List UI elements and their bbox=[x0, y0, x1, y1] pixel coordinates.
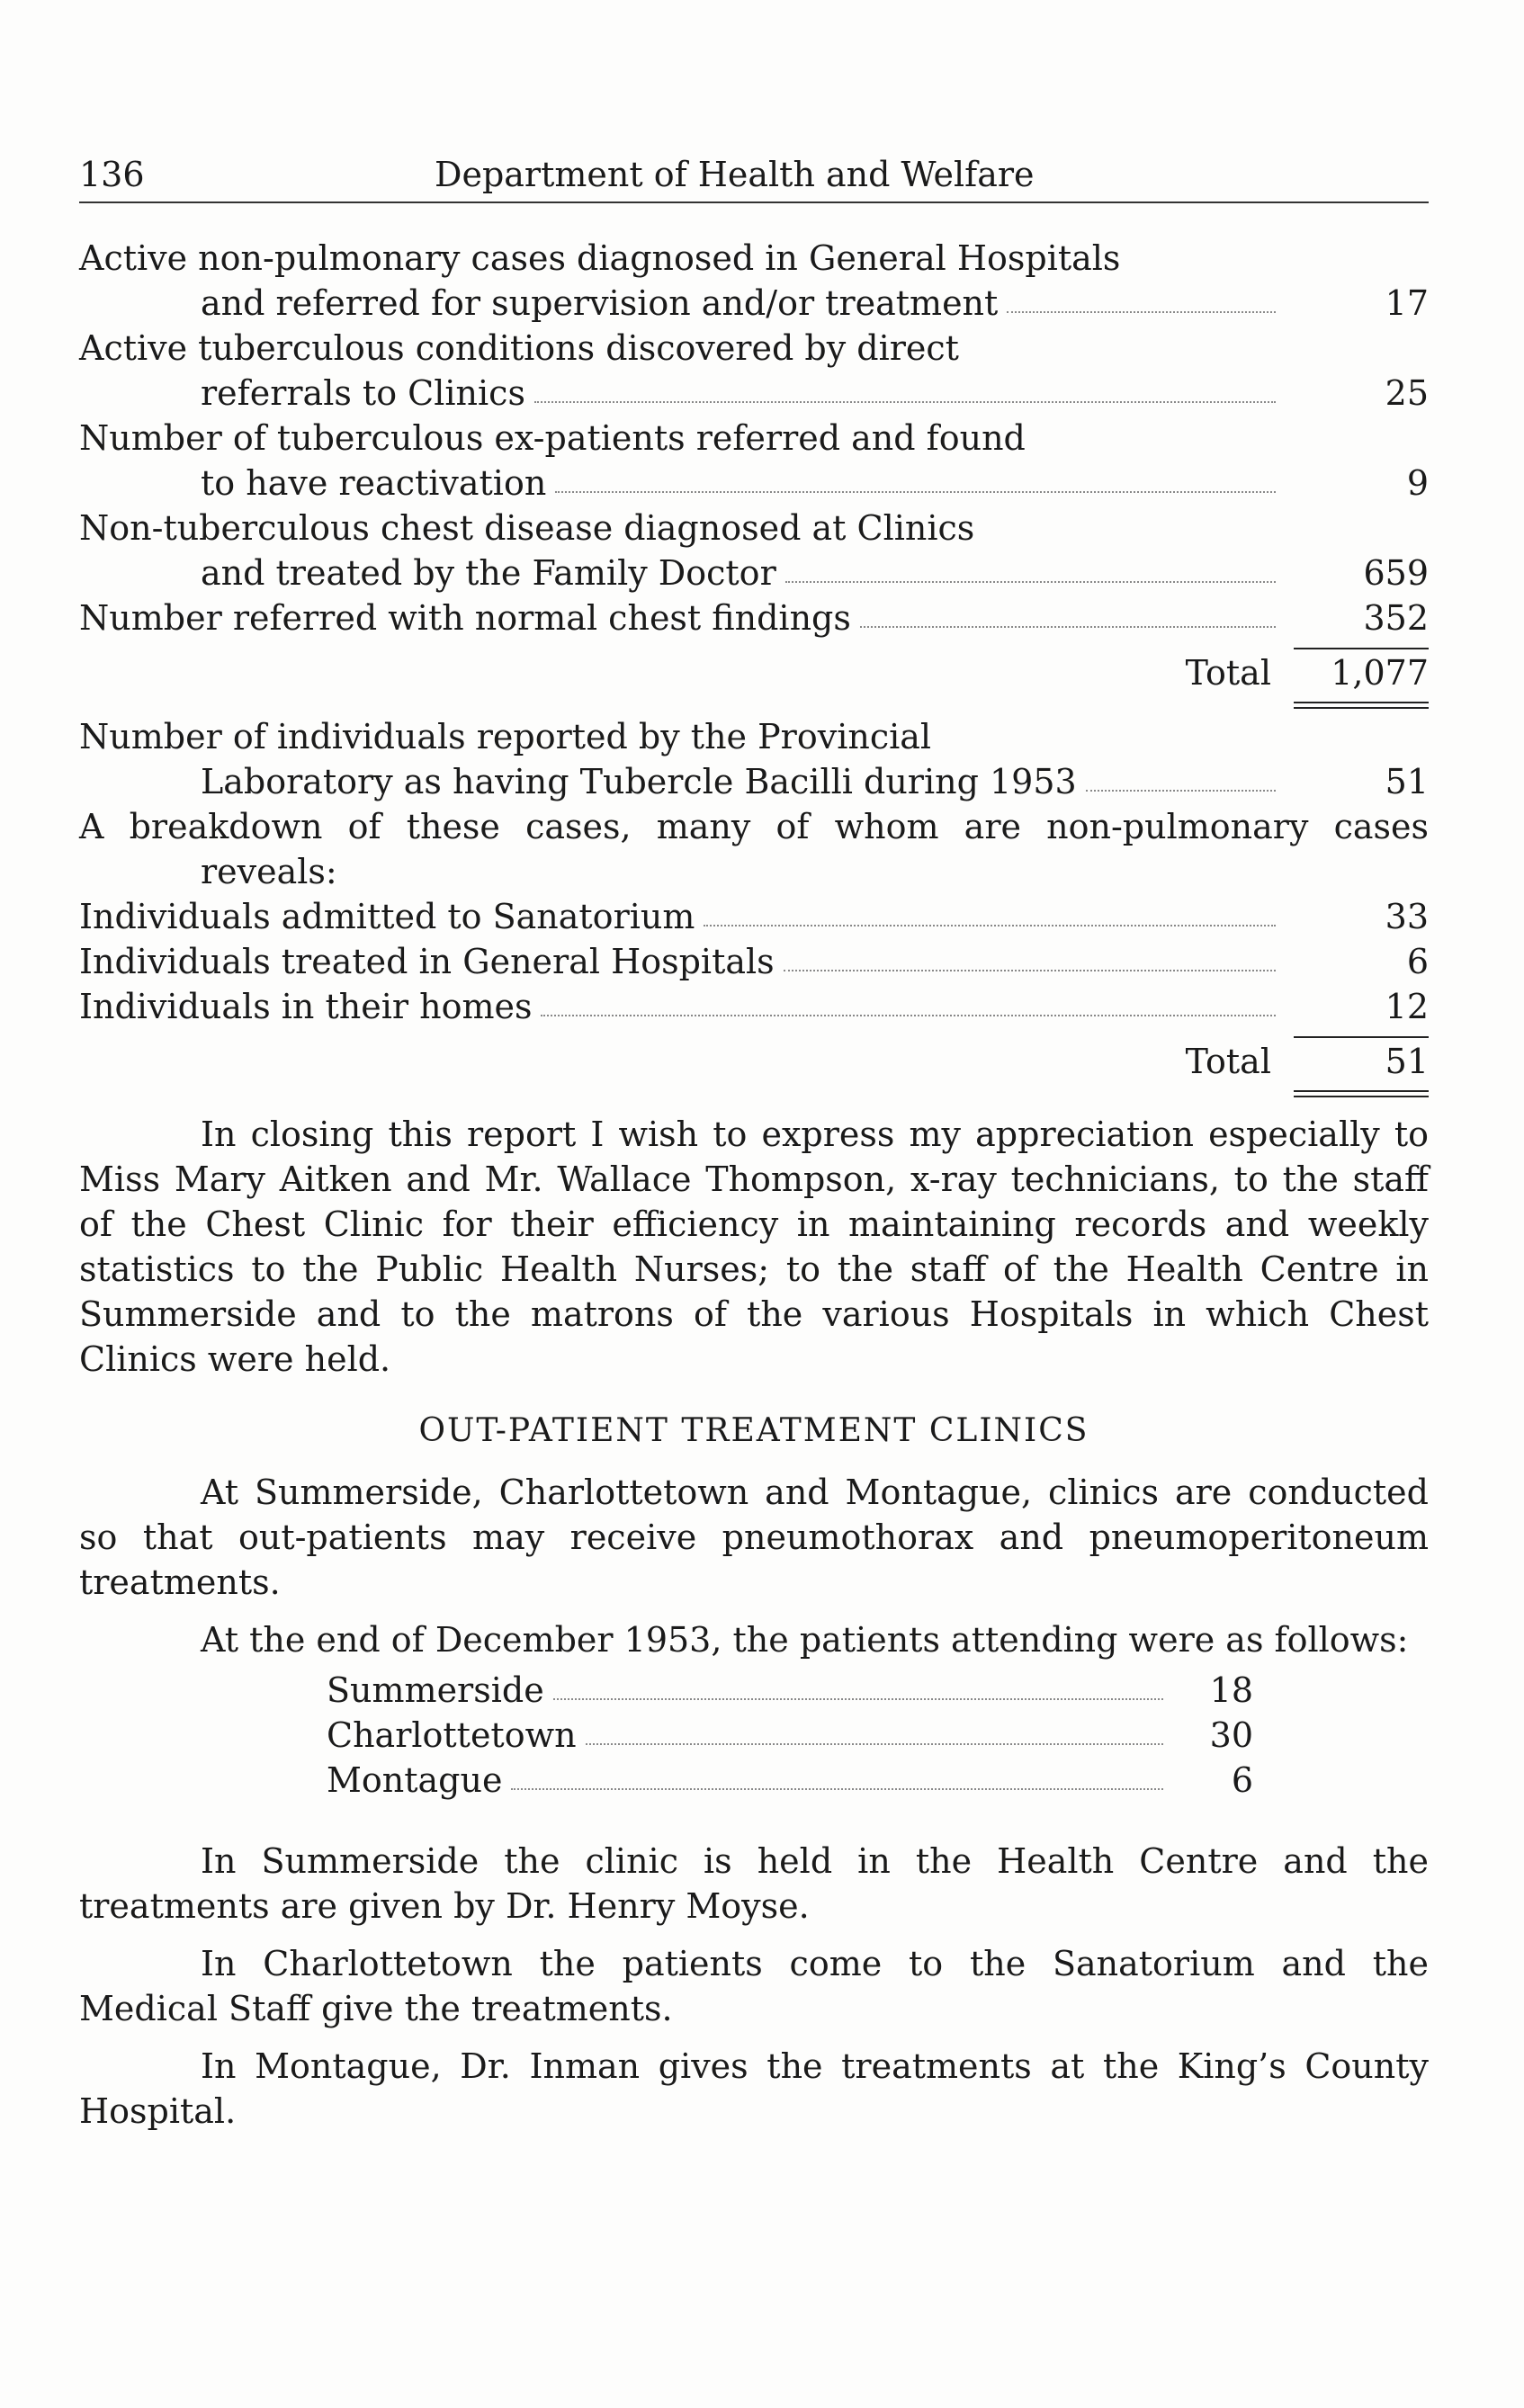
dot-leader bbox=[555, 461, 1276, 493]
item-value: 25 bbox=[1385, 373, 1429, 413]
item-value: 12 bbox=[1385, 987, 1429, 1026]
total-label: Total bbox=[1185, 653, 1271, 693]
dot-leader bbox=[784, 939, 1276, 971]
list-item bbox=[79, 595, 1429, 640]
item-value: 33 bbox=[1385, 897, 1429, 936]
summerside-paragraph: In Summerside the clinic is held in the Health Centre and the treatments are given by Dr. Henry Moyse. bbox=[79, 1841, 1429, 1926]
list-item bbox=[79, 326, 1429, 416]
closing-paragraph: In closing this report I wish to express my appreciation especially to Miss Mary Aitken and Mr. Wallace Thompson, x-ray technicians, to the staff of the Chest Clinic for their efficiency in maintaining records and weekly statistics to the Public Health Nurses; to the staff of the Health Centre in Summerside and to the matrons of the various Hospitals in which Chest Clinics were held. bbox=[79, 1114, 1429, 1379]
page-number: 136 bbox=[79, 155, 145, 194]
item-row bbox=[79, 281, 1429, 326]
sum-rule bbox=[1294, 648, 1429, 649]
list-item bbox=[79, 506, 1429, 595]
item-value: 352 bbox=[1363, 598, 1429, 638]
dot-leader bbox=[785, 551, 1276, 583]
total-label: Total bbox=[1185, 1042, 1271, 1081]
item-label-line1: Active non-pulmonary cases diagnosed in General Hospitals bbox=[79, 238, 1121, 278]
dot-leader bbox=[586, 1713, 1163, 1745]
bacilli-value: 51 bbox=[1385, 762, 1429, 801]
clinic-name: Charlottetown bbox=[327, 1715, 577, 1755]
list-item bbox=[79, 236, 1429, 326]
list-item bbox=[79, 416, 1429, 506]
bacilli-label-line2: Laboratory as having Tubercle Bacilli during 1953 bbox=[201, 762, 1077, 801]
item-label-line2: and referred for supervision and/or treatment bbox=[201, 283, 999, 323]
double-rule bbox=[1294, 1090, 1429, 1097]
dot-leader bbox=[534, 371, 1276, 403]
section-heading: OUT-PATIENT TREATMENT CLINICS bbox=[418, 1412, 1089, 1449]
attending-list bbox=[79, 1668, 1429, 1803]
charlottetown-paragraph: In Charlottetown the patients come to the Sanatorium and the Medical Staff give the treatments. bbox=[79, 1944, 1429, 2028]
list-item bbox=[79, 939, 1429, 984]
clinic-count: 6 bbox=[1231, 1760, 1253, 1800]
item-label-line1: Number of tuberculous ex-patients referred and found bbox=[79, 418, 1026, 458]
item-value: 659 bbox=[1363, 553, 1429, 593]
item-value: 6 bbox=[1406, 942, 1429, 981]
clinic-count: 30 bbox=[1209, 1715, 1253, 1755]
running-title: Department of Health and Welfare bbox=[435, 155, 1035, 194]
total-row bbox=[79, 1029, 1429, 1092]
dot-leader bbox=[704, 894, 1276, 926]
item-row bbox=[79, 371, 1429, 416]
item-label-line2: and treated by the Family Doctor bbox=[201, 553, 776, 593]
clinics-paragraph: At Summerside, Charlottetown and Montague, clinics are conducted so that out-patients may receive pneumothorax and pneumoperitoneum treatments. bbox=[79, 1473, 1429, 1602]
bacilli-section bbox=[79, 714, 1429, 1092]
item-row bbox=[79, 461, 1429, 506]
sum-rule bbox=[1294, 1036, 1429, 1038]
dot-leader bbox=[511, 1758, 1163, 1790]
clinic-name: Montague bbox=[327, 1760, 503, 1800]
dot-leader bbox=[1007, 281, 1276, 313]
breakdown-line2: reveals: bbox=[201, 852, 337, 891]
clinic-name: Summerside bbox=[327, 1670, 544, 1710]
double-rule bbox=[1294, 702, 1429, 709]
total-row bbox=[79, 640, 1429, 703]
bacilli-row bbox=[79, 759, 1429, 804]
list-item bbox=[79, 894, 1429, 939]
referrals-list bbox=[79, 236, 1429, 703]
item-row bbox=[79, 551, 1429, 595]
item-label-line1: Active tuberculous conditions discovered by direct bbox=[79, 328, 959, 368]
item-label: Number referred with normal chest findings bbox=[79, 598, 851, 638]
list-item bbox=[79, 984, 1429, 1029]
dot-leader bbox=[553, 1668, 1163, 1700]
breakdown-line1: A breakdown of these cases, many of whom are non-pulmonary cases bbox=[79, 807, 1429, 846]
item-label-line2: referrals to Clinics bbox=[201, 373, 525, 413]
total-value: 51 bbox=[1385, 1042, 1429, 1081]
list-item bbox=[327, 1758, 1253, 1803]
item-label: Individuals in their homes bbox=[79, 987, 533, 1026]
bacilli-label-line1: Number of individuals reported by the Provincial bbox=[79, 717, 932, 756]
page-content bbox=[79, 236, 1429, 2134]
page-header bbox=[79, 155, 1429, 203]
item-label: Individuals admitted to Sanatorium bbox=[79, 897, 695, 936]
total-value: 1,077 bbox=[1331, 653, 1429, 693]
dot-leader bbox=[860, 595, 1276, 628]
dot-leader bbox=[1086, 759, 1276, 792]
item-value: 9 bbox=[1406, 463, 1429, 503]
clinic-count: 18 bbox=[1209, 1670, 1253, 1710]
item-label: Individuals treated in General Hospitals bbox=[79, 942, 775, 981]
list-item bbox=[327, 1713, 1253, 1758]
attending-paragraph: At the end of December 1953, the patients attending were as follows: bbox=[201, 1620, 1409, 1660]
item-value: 17 bbox=[1385, 283, 1429, 323]
dot-leader bbox=[541, 984, 1276, 1016]
list-item bbox=[327, 1668, 1253, 1713]
item-label-line2: to have reactivation bbox=[201, 463, 547, 503]
item-label-line1: Non-tuberculous chest disease diagnosed at Clinics bbox=[79, 508, 975, 548]
montague-paragraph: In Montague, Dr. Inman gives the treatments at the King’s County Hospital. bbox=[79, 2046, 1429, 2131]
